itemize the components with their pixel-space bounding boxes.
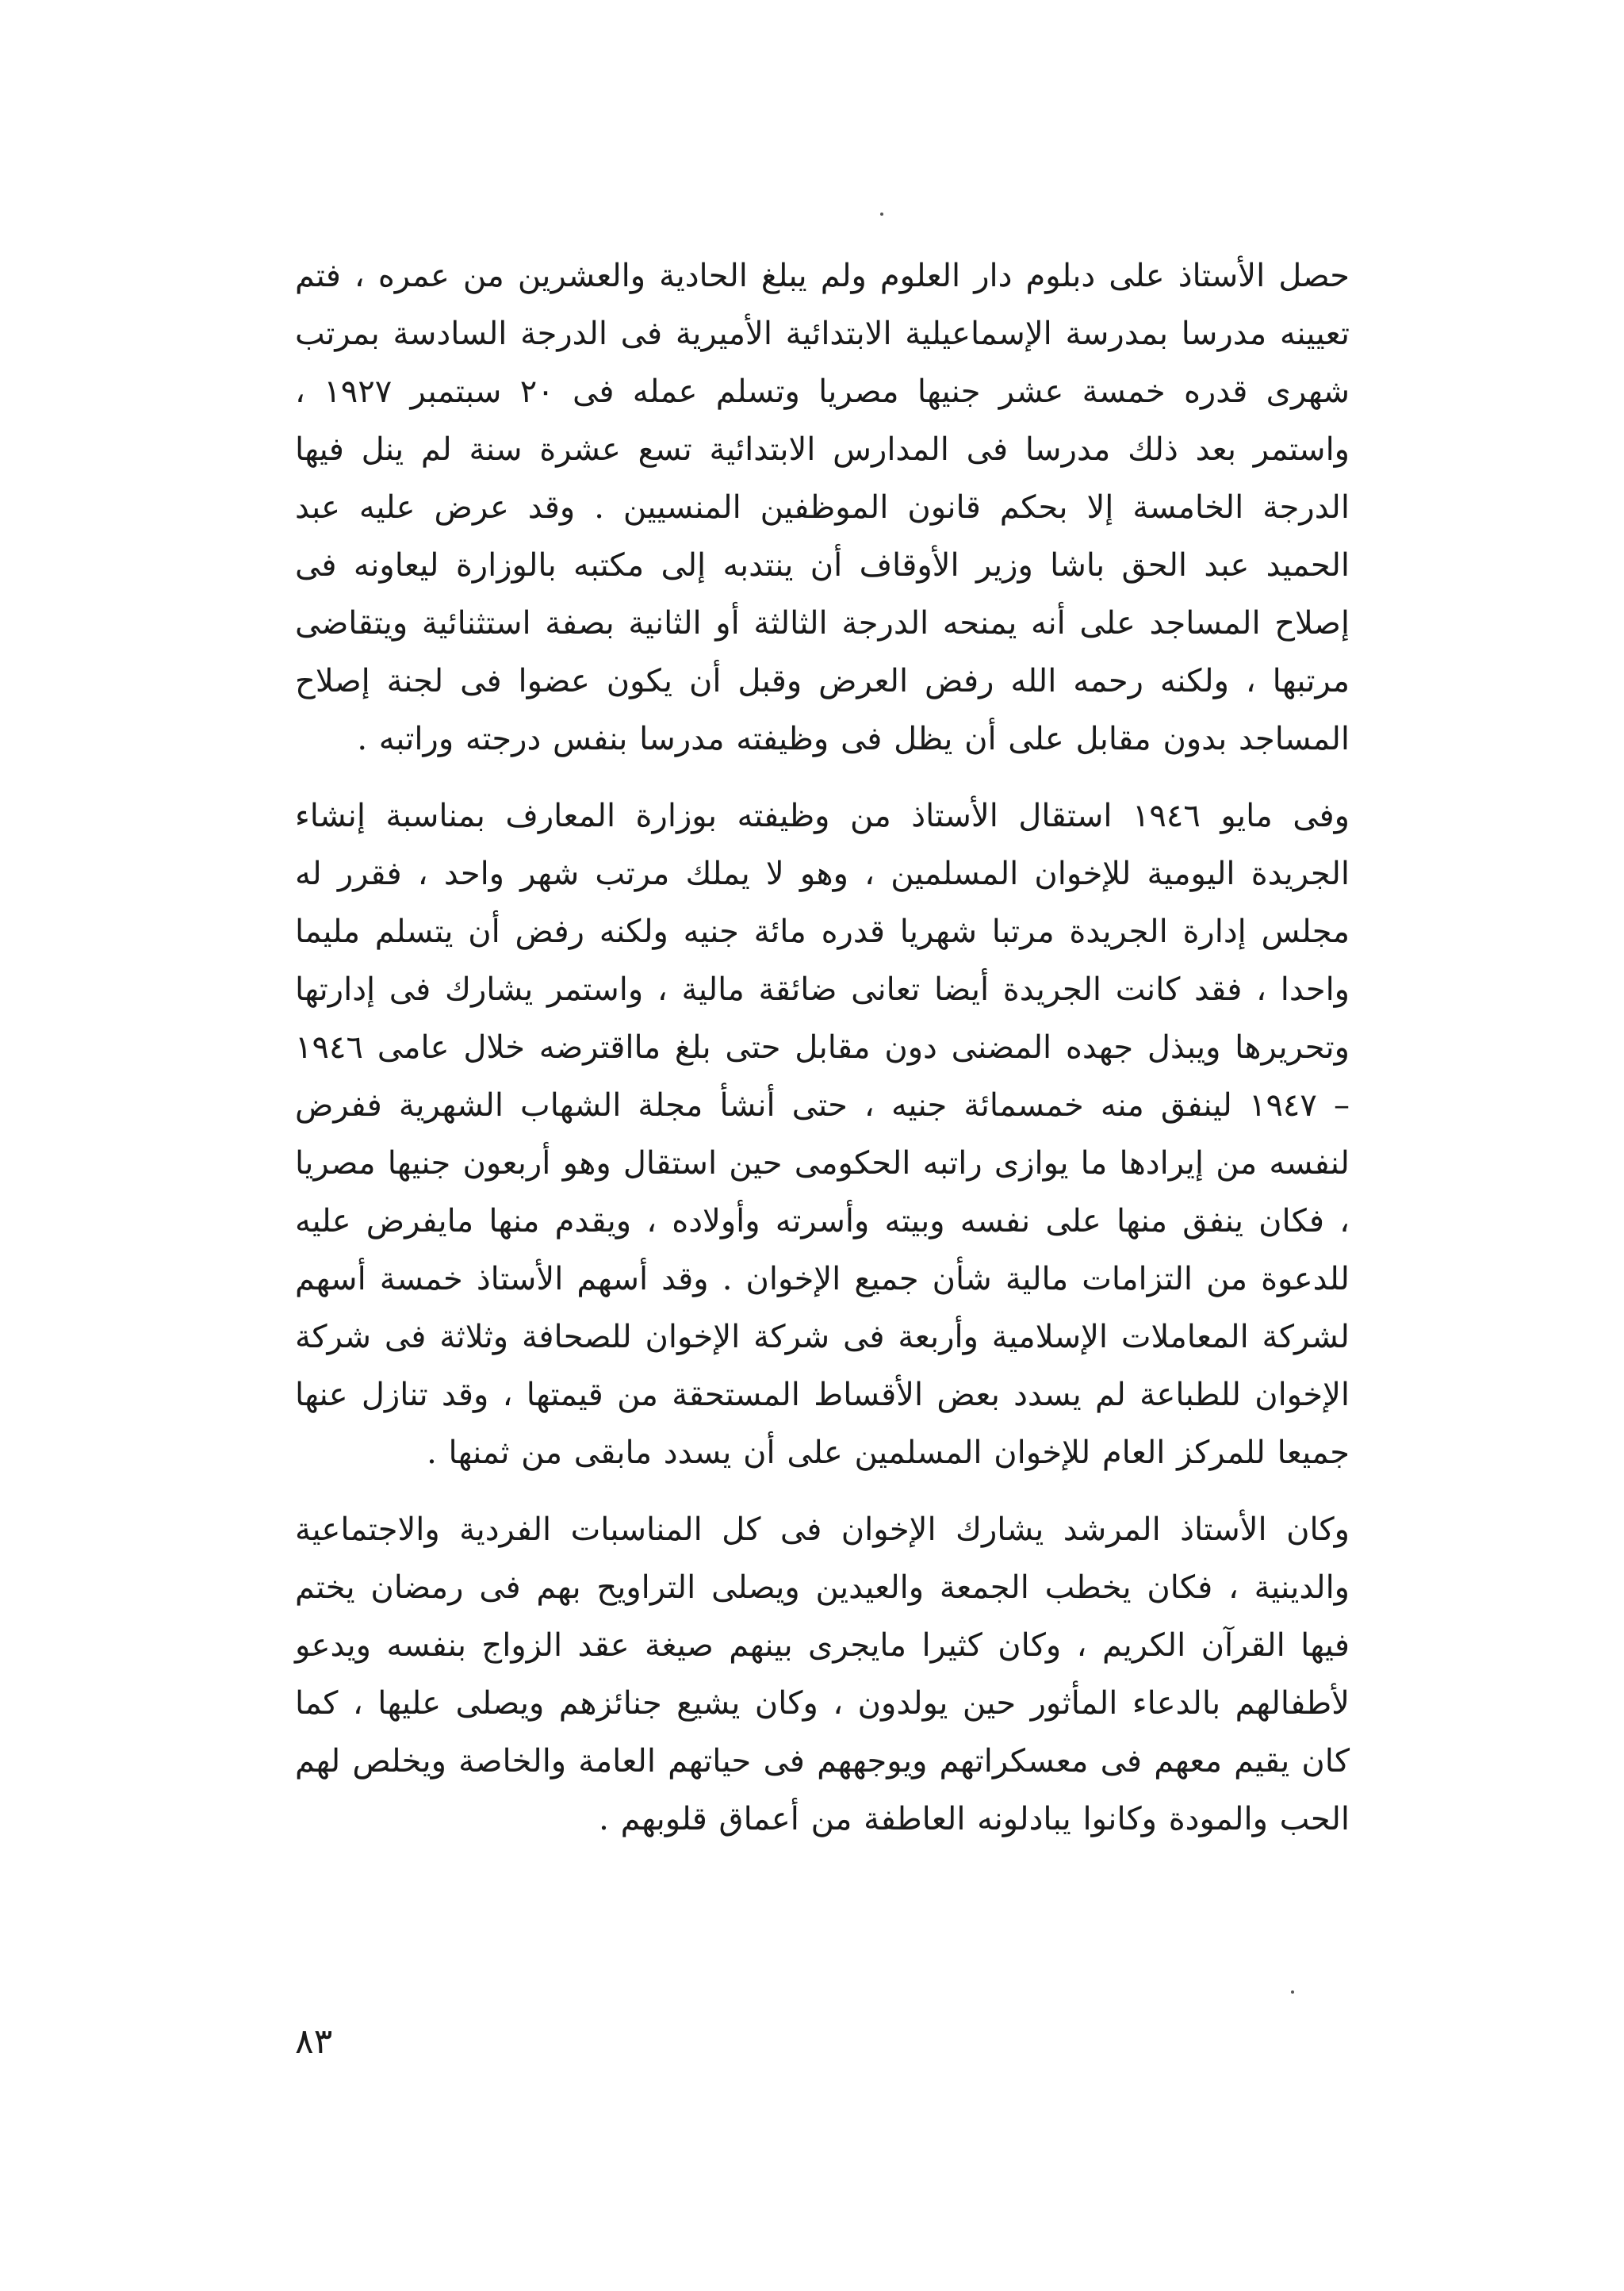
paragraph-2: وفى مايو ١٩٤٦ استقال الأستاذ من وظيفته بوزارة المعارف بمناسبة إنشاء الجريدة اليومية للإخوان المسلمين ، وهو لا يملك مرتب شهر واحد ، فقرر له مجلس إدارة الجريدة مرتبا شهريا قدره مائة جنيه ولكنه رفض أن يتسلم مليما واحدا ، فقد كانت الجريدة أيضا تعانى ضائقة مالية ، واستمر يشارك فى إدارتها وتحريرها ويبذل جهده المضنى دون مقابل حتى بلغ مااقترضه خلال عامى ١٩٤٦ – ١٩٤٧ لينفق منه خمسمائة جنيه ، حتى أنشأ مجلة الشهاب الشهرية ففرض لنفسه من إيرادها ما يوازى راتبه الحكومى حين استقال وهو أربعون جنيها مصريا ، فكان ينفق منها على نفسه وبيته وأسرته وأولاده ، ويقدم منها مايفرض عليه للدعوة من التزامات مالية شأن جميع الإخوان . وقد أسهم الأستاذ خمسة أسهم لشركة المعاملات الإسلامية وأربعة فى شركة الإخوان للصحافة وثلاثة فى شركة الإخوان للطباعة لم يسدد بعض الأقساط المستحقة من قيمتها ، وقد تنازل عنها جميعا للمركز العام للإخوان المسلمين على أن يسدد مابقى من ثمنها . xyxy=(295,798,1350,1471)
page-number: ٨٣ xyxy=(295,2021,333,2062)
body-text xyxy=(295,247,1350,1868)
ink-speck xyxy=(1291,1990,1294,1994)
ink-speck xyxy=(880,213,883,216)
paragraph-1: حصل الأستاذ على دبلوم دار العلوم ولم يبلغ الحادية والعشرين من عمره ، فتم تعيينه مدرسا بمدرسة الإسماعيلية الابتدائية الأميرية فى الدرجة السادسة بمرتب شهرى قدره خمسة عشر جنيها مصريا وتسلم عمله فى ٢٠ سبتمبر ١٩٢٧ ، واستمر بعد ذلك مدرسا فى المدارس الابتدائية تسع عشرة سنة لم ينل فيها الدرجة الخامسة إلا بحكم قانون الموظفين المنسيين . وقد عرض عليه عبد الحميد عبد الحق باشا وزير الأوقاف أن ينتدبه إلى مكتبه بالوزارة ليعاونه فى إصلاح المساجد على أنه يمنحه الدرجة الثالثة أو الثانية بصفة استثنائية ويتقاضى مرتبها ، ولكنه رحمه الله رفض العرض وقبل أن يكون عضوا فى لجنة إصلاح المساجد بدون مقابل على أن يظل فى وظيفته مدرسا بنفس درجته وراتبه . xyxy=(295,258,1350,757)
paragraph-3: وكان الأستاذ المرشد يشارك الإخوان فى كل المناسبات الفردية والاجتماعية والدينية ، فكان يخطب الجمعة والعيدين ويصلى التراويح بهم فى رمضان يختم فيها القرآن الكريم ، وكان كثيرا مايجرى بينهم صيغة عقد الزواج بنفسه ويدعو لأطفالهم بالدعاء المأثور حين يولدون ، وكان يشيع جنائزهم ويصلى عليها ، كما كان يقيم معهم فى معسكراتهم ويوجههم فى حياتهم العامة والخاصة ويخلص لهم الحب والمودة وكانوا يبادلونه العاطفة من أعماق قلوبهم . xyxy=(295,1511,1350,1837)
